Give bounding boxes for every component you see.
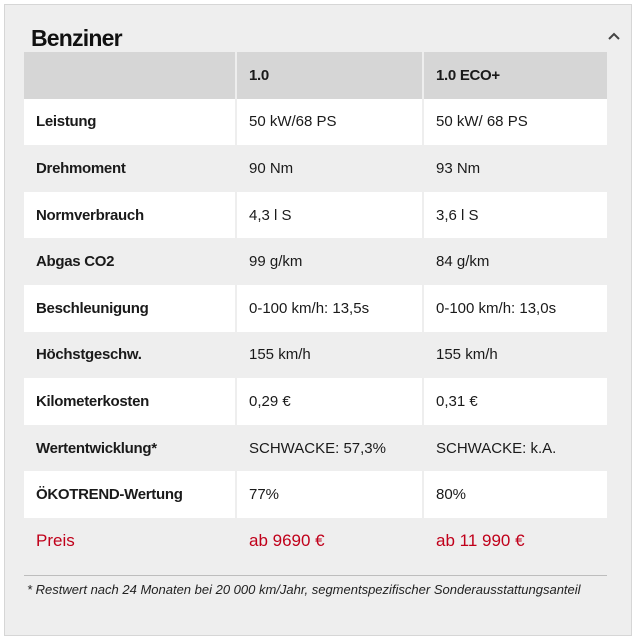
cell-value: 3,6 l S — [423, 192, 607, 239]
row-label: Normverbrauch — [24, 192, 236, 239]
table-row — [24, 145, 607, 192]
table-row — [24, 192, 607, 239]
table-row — [24, 471, 607, 518]
cell-value: 84 g/km — [423, 238, 607, 285]
cell-value: SCHWACKE: 57,3% — [236, 425, 423, 472]
table-header-row — [24, 52, 607, 99]
row-label: Kilometerkosten — [24, 378, 236, 425]
price-label: Preis — [24, 518, 236, 565]
header-model-1-0-eco: 1.0 ECO+ — [423, 52, 607, 99]
price-value: ab 11 990 € — [423, 518, 607, 565]
footnote: * Restwert nach 24 Monaten bei 20 000 km/Jahr, segmentspezifischer Sonderausstattungsanteil — [27, 582, 581, 597]
row-label: ÖKOTREND-Wertung — [24, 471, 236, 518]
cell-value: 50 kW/ 68 PS — [423, 99, 607, 146]
cell-value: 0-100 km/h: 13,5s — [236, 285, 423, 332]
spec-table — [24, 52, 607, 565]
table-row — [24, 425, 607, 472]
cell-value: SCHWACKE: k.A. — [423, 425, 607, 472]
cell-value: 99 g/km — [236, 238, 423, 285]
row-label: Beschleunigung — [24, 285, 236, 332]
table-row — [24, 378, 607, 425]
cell-value: 4,3 l S — [236, 192, 423, 239]
cell-value: 50 kW/68 PS — [236, 99, 423, 146]
row-label: Wertentwicklung* — [24, 425, 236, 472]
row-label: Drehmoment — [24, 145, 236, 192]
chevron-up-icon[interactable] — [607, 31, 621, 41]
row-label: Höchstgeschw. — [24, 332, 236, 379]
cell-value: 90 Nm — [236, 145, 423, 192]
table-row — [24, 285, 607, 332]
cell-value: 80% — [423, 471, 607, 518]
cell-value: 93 Nm — [423, 145, 607, 192]
row-label: Leistung — [24, 99, 236, 146]
cell-value: 155 km/h — [423, 332, 607, 379]
section-title: Benziner — [31, 25, 122, 51]
cell-value: 77% — [236, 471, 423, 518]
cell-value: 0,31 € — [423, 378, 607, 425]
cell-value: 0,29 € — [236, 378, 423, 425]
price-value: ab 9690 € — [236, 518, 423, 565]
row-label: Abgas CO2 — [24, 238, 236, 285]
header-model-1-0: 1.0 — [236, 52, 423, 99]
cell-value: 0-100 km/h: 13,0s — [423, 285, 607, 332]
table-row — [24, 238, 607, 285]
cell-value: 155 km/h — [236, 332, 423, 379]
header-empty — [24, 52, 236, 99]
table-row — [24, 99, 607, 146]
footnote-divider — [24, 575, 607, 576]
table-row — [24, 332, 607, 379]
price-row — [24, 518, 607, 565]
